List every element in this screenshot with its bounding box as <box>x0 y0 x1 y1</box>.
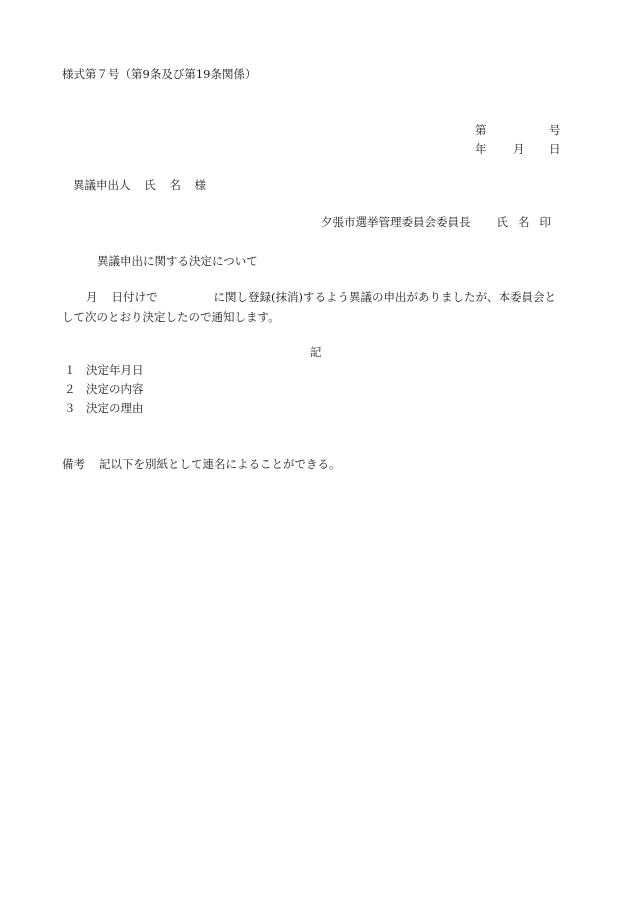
list-item <box>64 384 144 396</box>
addressee-name-1: 氏 <box>144 178 156 192</box>
issuer-name-1: 氏 <box>496 215 508 229</box>
list-item-label: 決定の理由 <box>86 401 144 415</box>
date-month: 月 <box>513 142 525 156</box>
list-item-label: 決定の内容 <box>86 382 144 396</box>
issuer-seal: 印 <box>539 215 551 229</box>
ki-heading: 記 <box>310 345 322 359</box>
subject-line: 異議申出に関する決定について <box>97 254 258 268</box>
body-line-1 <box>86 292 556 304</box>
list-item <box>64 403 144 415</box>
body-text-1: に関し登録(抹消)するよう異議の申出がありましたが、本委員会と <box>213 290 556 304</box>
note-label: 備考 <box>62 457 85 471</box>
note-line <box>62 459 341 471</box>
document-date <box>475 144 563 158</box>
body-month: 月 <box>86 290 98 304</box>
doc-number-go: 号 <box>549 123 561 137</box>
addressee-honorific: 様 <box>194 178 206 192</box>
doc-number-dai: 第 <box>475 123 487 137</box>
addressee-title: 異議申出人 <box>73 178 131 192</box>
list-item-number: １ <box>64 363 76 377</box>
addressee-line <box>73 180 216 192</box>
list-item-number: ２ <box>64 382 76 396</box>
issuer-organization: 夕張市選挙管理委員会委員長 <box>321 215 471 229</box>
list-item-number: ３ <box>64 401 76 415</box>
note-text: 記以下を別紙として連名によることができる。 <box>99 457 341 471</box>
date-day: 日 <box>549 142 561 156</box>
document-number <box>475 125 563 139</box>
body-day-suffix: 日付けで <box>111 290 158 304</box>
form-number: 様式第７号（第9条及び第19条関係） <box>62 67 257 81</box>
list-item-label: 決定年月日 <box>86 363 144 377</box>
addressee-name-2: 名 <box>169 178 181 192</box>
issuer-name-2: 名 <box>518 215 530 229</box>
body-line-2: して次のとおり決定したので通知します。 <box>62 310 280 324</box>
issuer-line <box>321 217 551 229</box>
list-item <box>64 365 144 377</box>
date-year: 年 <box>475 142 487 156</box>
